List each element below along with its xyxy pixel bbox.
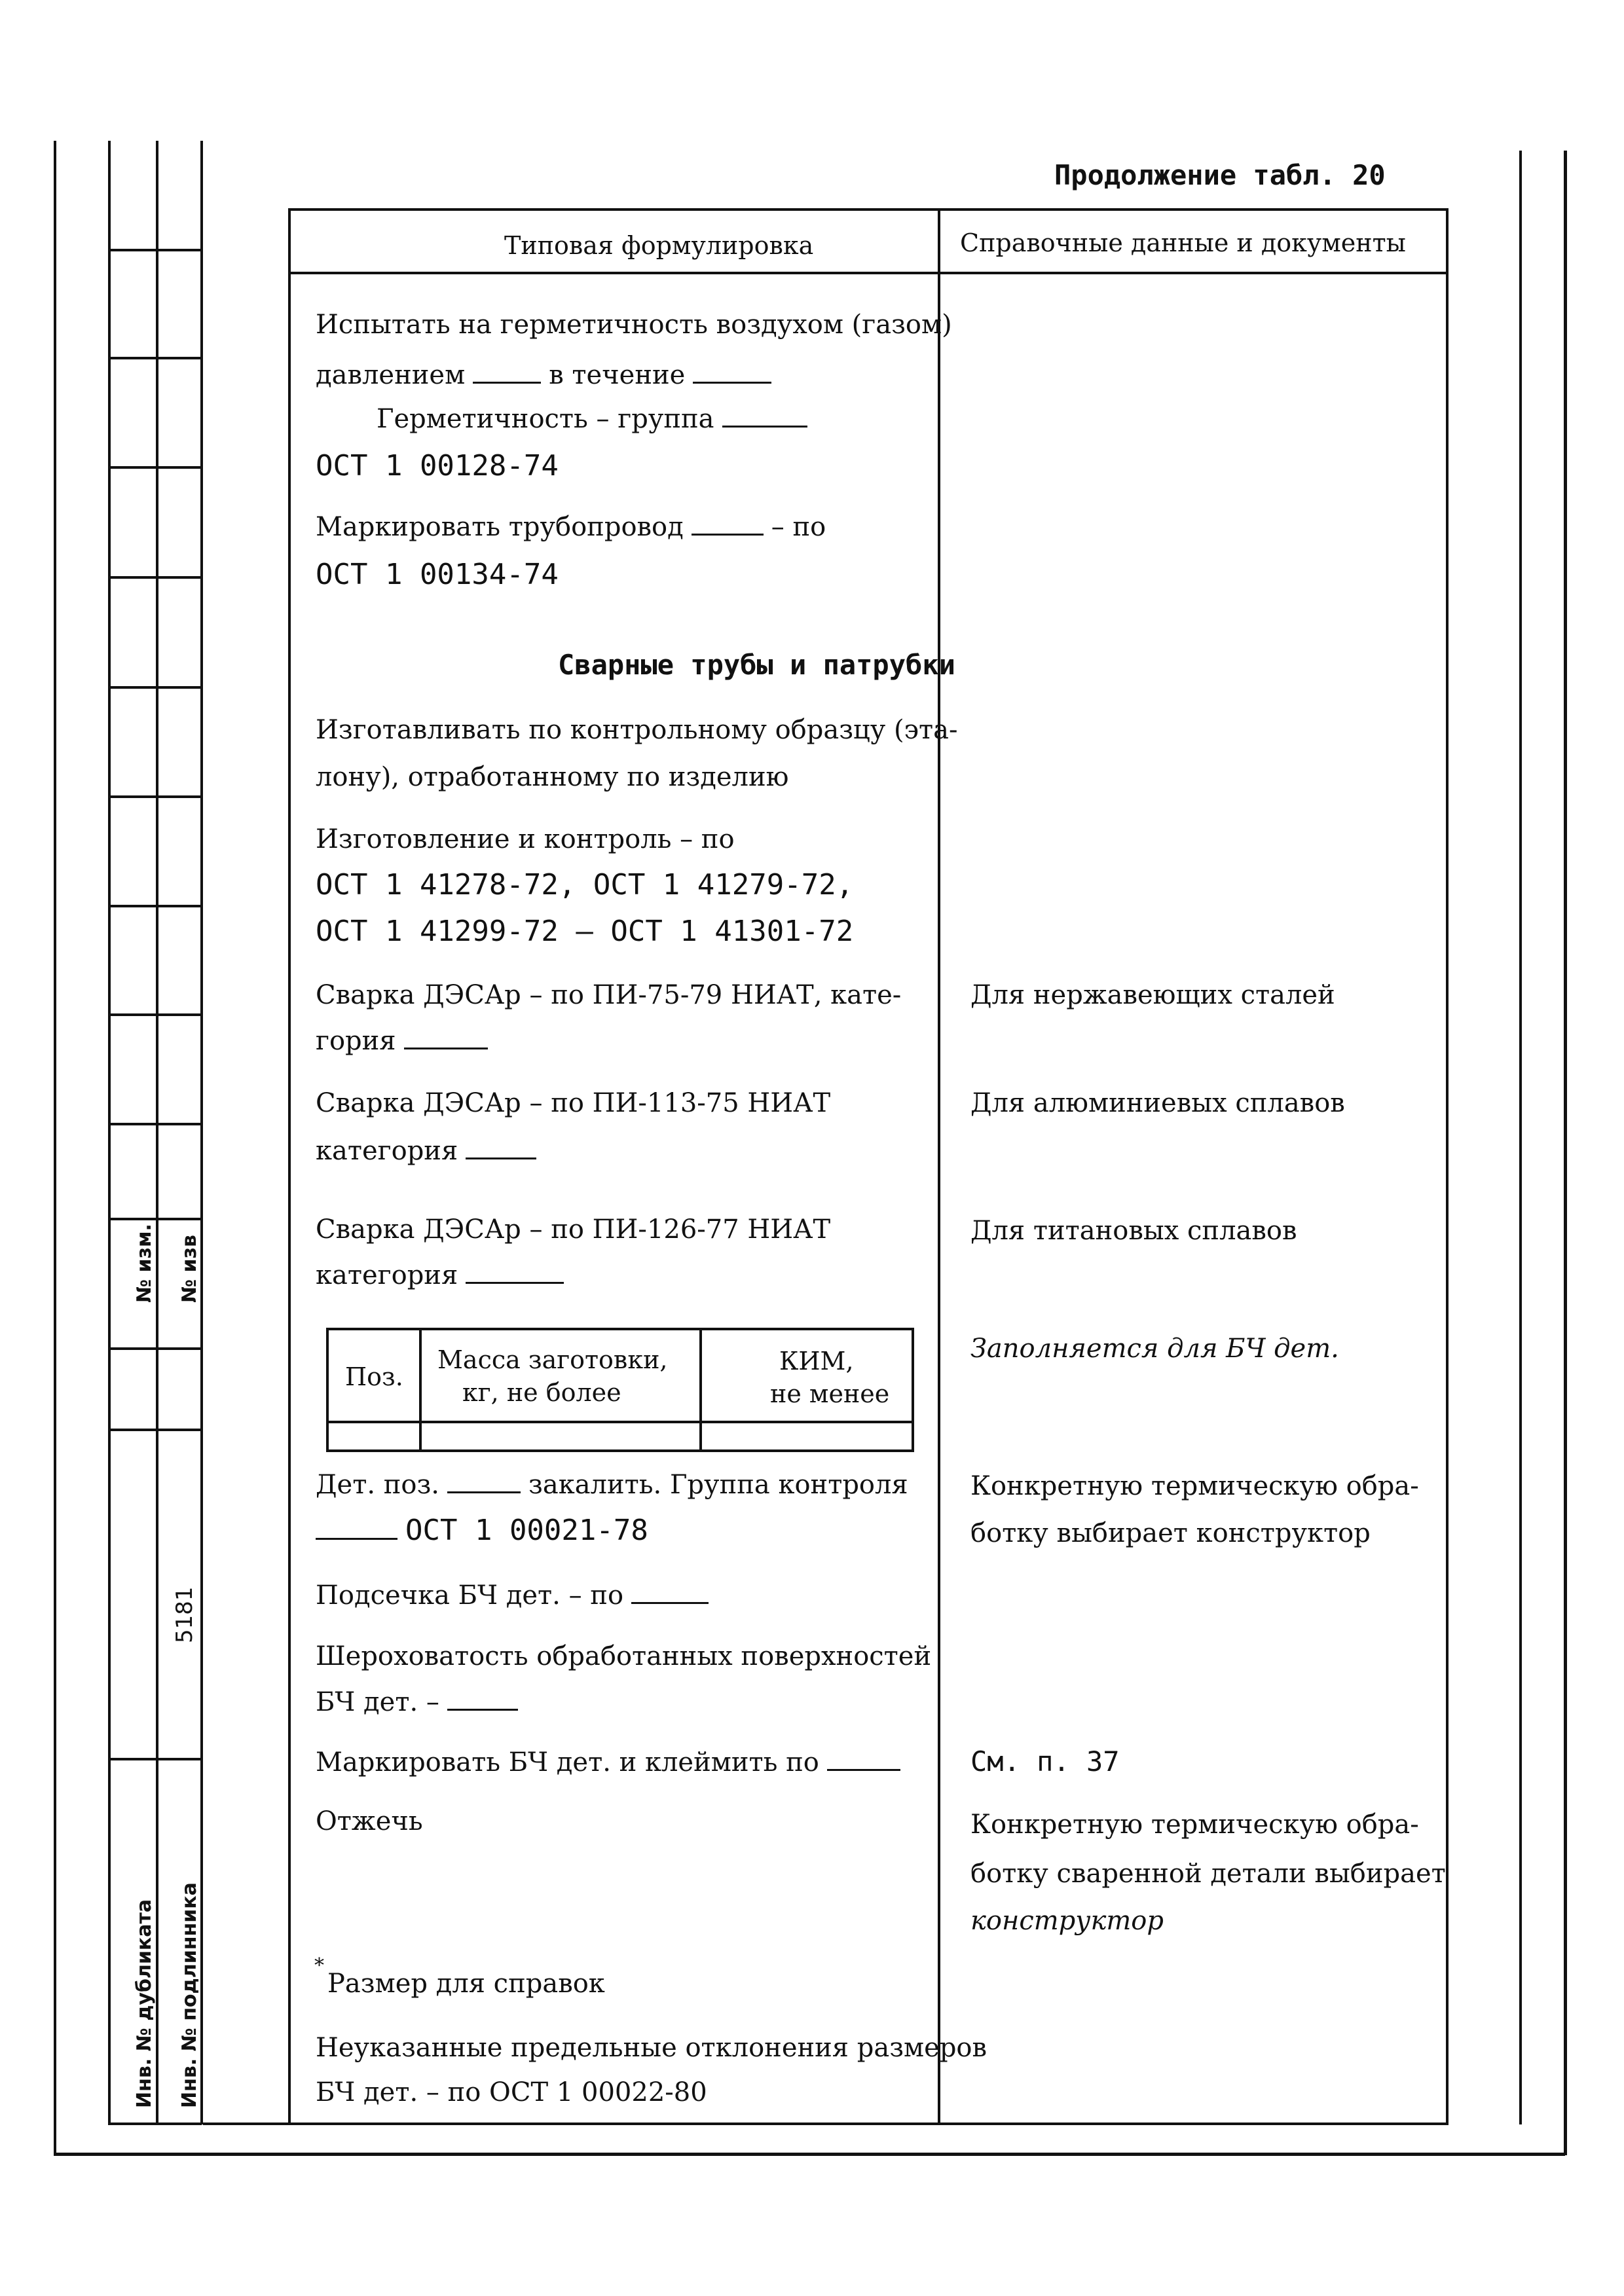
right-frame-line [1564,151,1567,2155]
table-left-border [288,208,291,2124]
stamp-label-dubl: Инв. № дубликата [133,1899,156,2108]
table-top-border [288,208,1449,211]
header-col1: Типовая формулировка [504,231,814,260]
stamp-hline [108,466,202,469]
outer-left-border [54,141,56,2154]
inner-table-hline [326,1421,914,1423]
stamp-hline [108,795,202,798]
right-inner-line [1519,151,1522,2124]
row11-line2: БЧ дет. – [316,1689,526,1715]
row1-line2: давлением в течение [316,362,779,388]
header-col2: Справочные данные и документы [960,228,1406,257]
row8-ref: Заполняется для БЧ дет. [970,1334,1339,1364]
table-column-divider [938,208,940,2124]
bottom-frame-line [54,2153,1565,2156]
row6-ref: Для алюминиевых сплавов [970,1088,1345,1118]
row9-ref-line2: ботку выбирает конструктор [970,1518,1371,1548]
row13-ref-line2: ботку сваренной детали выбирает [970,1859,1446,1889]
row1-line4: ОСТ 1 00128-74 [316,449,559,483]
stamp-hline [108,905,202,907]
row4-line3: ОСТ 1 41299-72 – ОСТ 1 41301-72 [316,915,854,948]
row5-ref: Для нержавеющих сталей [970,980,1335,1010]
row1-line1: Испытать на герметичность воздухом (газом) [316,310,952,340]
row12-ref: См. п. 37 [970,1745,1120,1777]
stamp-hline [108,1429,202,1431]
stamp-label-izv: № изв [178,1235,201,1303]
row2-line1: Маркировать трубопровод – по [316,512,826,542]
stamp-hline [108,576,202,579]
stamp-col-divider-1 [108,141,111,2124]
row3-line1: Изготавливать по контрольному образцу (эта- [316,715,958,745]
row6-line2: категория [316,1138,544,1164]
section-title: Сварные трубы и патрубки [558,649,955,681]
stamp-col-divider-2 [156,141,158,2124]
row7-line2: категория [316,1262,572,1288]
table-right-border [1446,208,1449,2124]
inner-col1: Поз. [345,1362,403,1391]
row5-line1: Сварка ДЭСАр – по ПИ-75-79 НИАТ, кате- [316,980,902,1010]
row11-line1: Шероховатость обработанных поверхностей [316,1641,932,1671]
inner-table-divider [699,1328,702,1452]
stamp-hline [108,249,202,251]
row3-line2: лону), отработанному по изделию [316,762,789,792]
stamp-hline [108,686,202,689]
stamp-hline [108,2123,202,2125]
stamp-hline [108,1347,202,1350]
inner-col3-line1: КИМ, [779,1347,854,1376]
stamp-col-divider-3 [200,141,203,2124]
inner-col3-line2: не менее [770,1379,890,1408]
row6-line1: Сварка ДЭСАр – по ПИ-113-75 НИАТ [316,1088,831,1118]
row10-line1: Подсечка БЧ дет. – по [316,1582,716,1609]
row13-ref-line3: конструктор [970,1906,1164,1936]
row7-ref: Для титановых сплавов [970,1216,1297,1246]
stamp-label-podl: Инв. № подлинника [178,1882,201,2108]
row1-line3: Герметичность – группа [377,406,815,432]
row13-line1: Отжечь [316,1806,423,1836]
footnote-mark: * [314,1954,324,1977]
row14-line1: Неуказанные предельные отклонения размеров [316,2033,987,2063]
stamp-hline [108,1123,202,1125]
inner-col2-line2: кг, не более [462,1378,621,1407]
row4-line1: Изготовление и контроль – по [316,824,735,854]
row4-line2: ОСТ 1 41278-72, ОСТ 1 41279-72, [316,868,854,902]
table-header-bottom [288,272,1449,274]
stamp-hline [108,357,202,359]
row12-line1: Маркировать БЧ дет. и клеймить по [316,1749,908,1776]
row9-ref-line1: Конкретную термическую обра- [970,1471,1419,1501]
continuation-caption: Продолжение табл. 20 [1054,159,1386,191]
stamp-label-izm: № изм. [133,1224,156,1303]
row2-line2: ОСТ 1 00134-74 [316,558,559,591]
inner-table-divider [419,1328,422,1452]
row5-line2: гория [316,1028,496,1054]
inner-col2-line1: Масса заготовки, [437,1345,668,1374]
stamp-hline [108,1013,202,1016]
row7-line1: Сварка ДЭСАр – по ПИ-126-77 НИАТ [316,1214,831,1245]
stamp-hline [108,1758,202,1760]
row9-line2: ОСТ 1 00021-78 [316,1516,648,1545]
row9-line1: Дет. поз. закалить. Группа контроля [316,1470,908,1500]
stamp-hline [108,1218,202,1220]
row14-line2: БЧ дет. – по ОСТ 1 00022-80 [316,2077,707,2107]
row13-ref-line1: Конкретную термическую обра- [970,1810,1419,1840]
footnote-text: Размер для справок [327,1969,605,1999]
stamp-number: 5181 [172,1586,198,1643]
table-bottom-border [203,2123,1449,2125]
